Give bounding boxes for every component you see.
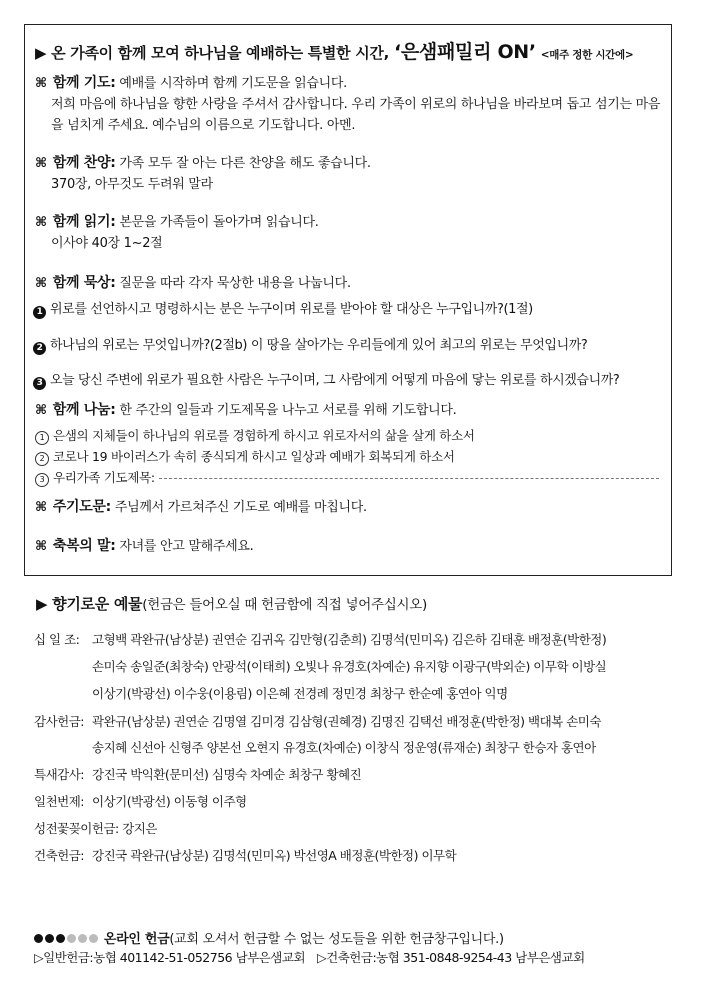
section-blessing: ⌘ 축복의 말: 자녀를 안고 말해주세요.: [35, 538, 254, 554]
dot-icon: [45, 934, 54, 943]
special-thanks-row: 특새감사: 강진국 박익환(문미선) 심명숙 차예순 최창구 황혜진: [34, 767, 362, 782]
prayer-request: 3 우리가족 기도제목:: [35, 468, 659, 487]
section-reading: ⌘ 함께 읽기: 본문을 가족들이 돌아가며 읽습니다. 이사야 40장 1~2절: [35, 212, 665, 254]
command-icon: ⌘: [35, 215, 47, 230]
prayer-text: 저희 마음에 하나님을 향한 사랑을 주셔서 감사합니다. 우리 가족이 위로의 하나님을 바라보며 돕고 섬기는 마음을 넘치게 주세요. 예수님의 이름으로 기도합니다. 아멘.: [51, 97, 661, 133]
meditation-question: 3 오늘 당신 주변에 위로가 필요한 사람은 누구이며, 그 사람에게 어떻게 마음에 닿는 위로를 하시겠습니까?: [33, 369, 619, 390]
building-account: ▷건축헌금:농협 351-0848-9254-43 남부은샘교회: [317, 950, 585, 965]
command-icon: ⌘: [35, 500, 47, 515]
number-badge-icon: 2: [33, 342, 46, 355]
section-lords-prayer: ⌘ 주기도문: 주님께서 가르쳐주신 기도로 예배를 마칩니다.: [35, 499, 367, 515]
family-worship-box: [24, 24, 672, 576]
dot-icon: [78, 934, 87, 943]
tithe-row: 십 일 조: 고형백 곽완규(남상분) 권연순 김귀옥 김만형(김춘희) 김명석(민미옥) 김은하 김태훈 배정훈(박한정): [34, 632, 607, 647]
meditation-question: 1 위로를 선언하시고 명령하시는 분은 누구이며 위로를 받아야 할 대상은 누구입니까?(1절): [33, 298, 533, 319]
circled-number-icon: 1: [35, 431, 49, 445]
flower-row: 성전꽃꽂이헌금: 강지은: [34, 821, 157, 836]
fill-in-line: [159, 478, 659, 479]
first-fruit-row: 일천번제: 이상기(박광선) 이동형 이주형: [34, 794, 247, 809]
circled-number-icon: 2: [35, 452, 49, 466]
number-badge-icon: 3: [33, 377, 46, 390]
tithe-names-line: 손미숙 송일준(최창숙) 안광석(이태희) 오빛나 유경호(차예순) 유지향 이광구(박외순) 이무학 이방실: [92, 659, 607, 674]
dot-icon: [56, 934, 65, 943]
worship-title: ▶ 온 가족이 함께 모여 하나님을 예배하는 특별한 시간, ‘은샘패밀리 ON’ <매주 정한 시간에>: [35, 41, 634, 63]
online-offering-title: 온라인 헌금(교회 오셔서 헌금할 수 없는 성도들을 위한 헌금창구입니다.): [34, 928, 504, 947]
command-icon: ⌘: [35, 276, 47, 291]
dot-icon: [34, 934, 43, 943]
command-icon: ⌘: [35, 539, 47, 554]
number-badge-icon: 1: [33, 306, 46, 319]
command-icon: ⌘: [35, 76, 47, 91]
building-row: 건축헌금: 강진국 곽완규(남상분) 김명석(민미옥) 박선영A 배정훈(박한정) 이무학: [34, 848, 457, 863]
general-account: ▷일반헌금:농협 401142-51-052756 남부은샘교회: [34, 950, 306, 965]
meditation-question: 2 하나님의 위로는 무엇입니까?(2절b) 이 땅을 살아가는 우리들에게 있어 최고의 위로는 무엇입니까?: [33, 334, 587, 355]
thanks-row: 감사헌금: 곽완규(남상분) 권연순 김명열 김미경 김삼형(권혜경) 김명진 김택선 배정훈(박한정) 백대복 손미숙: [34, 714, 601, 729]
command-icon: ⌘: [35, 403, 47, 418]
bank-accounts: [34, 948, 585, 966]
worship-title-schedule: <매주 정한 시간에>: [540, 49, 634, 61]
reading-passage: 이사야 40장 1~2절: [51, 236, 163, 251]
dot-icon: [67, 934, 76, 943]
prayer-request: 2 코로나 19 바이러스가 속히 종식되게 하시고 일상과 예배가 회복되게 하소서: [35, 447, 455, 466]
section-prayer: ⌘ 함께 기도: 예배를 시작하며 함께 기도문을 읽습니다. 저희 마음에 하나님을 향한 사랑을 주셔서 감사합니다. 우리 가족이 위로의 하나님을 바라보며 돕고 섬기는 마음을 넘치게 주세요. 예수님의 이름으로 기도합니다. 아멘.: [35, 73, 665, 136]
circled-number-icon: 3: [35, 473, 49, 487]
section-sharing: ⌘ 함께 나눔: 한 주간의 일들과 기도제목을 나누고 서로를 위해 기도합니다.: [35, 402, 457, 418]
thanks-names-line: 송지혜 신선아 신형주 양본선 오현지 유경호(차예순) 이창식 정운영(류재순) 최창구 한승자 홍연아: [92, 740, 596, 755]
prayer-request: 1 은샘의 지체들이 하나님의 위로를 경험하게 하시고 위로자서의 삶을 살게 하소서: [35, 426, 475, 445]
worship-title-name: ‘은샘패밀리 ON’: [393, 41, 536, 63]
command-icon: ⌘: [35, 156, 47, 171]
tithe-names-line: 이상기(박광선) 이수웅(이용림) 이은혜 전경례 정민경 최창구 한순예 홍연아 익명: [92, 686, 508, 701]
praise-hymn: 370장, 아무것도 두려워 말라: [51, 177, 213, 192]
section-praise: ⌘ 함께 찬양: 가족 모두 잘 아는 다른 찬양을 해도 좋습니다. 370장, 아무것도 두려워 말라: [35, 153, 665, 195]
dot-icon: [89, 934, 98, 943]
section-meditation: ⌘ 함께 묵상: 질문을 따라 각자 묵상한 내용을 나눕니다.: [35, 275, 351, 291]
offering-title: ▶ 향기로운 예물(헌금은 들어오실 때 헌금함에 직접 넣어주십시오): [36, 595, 427, 613]
